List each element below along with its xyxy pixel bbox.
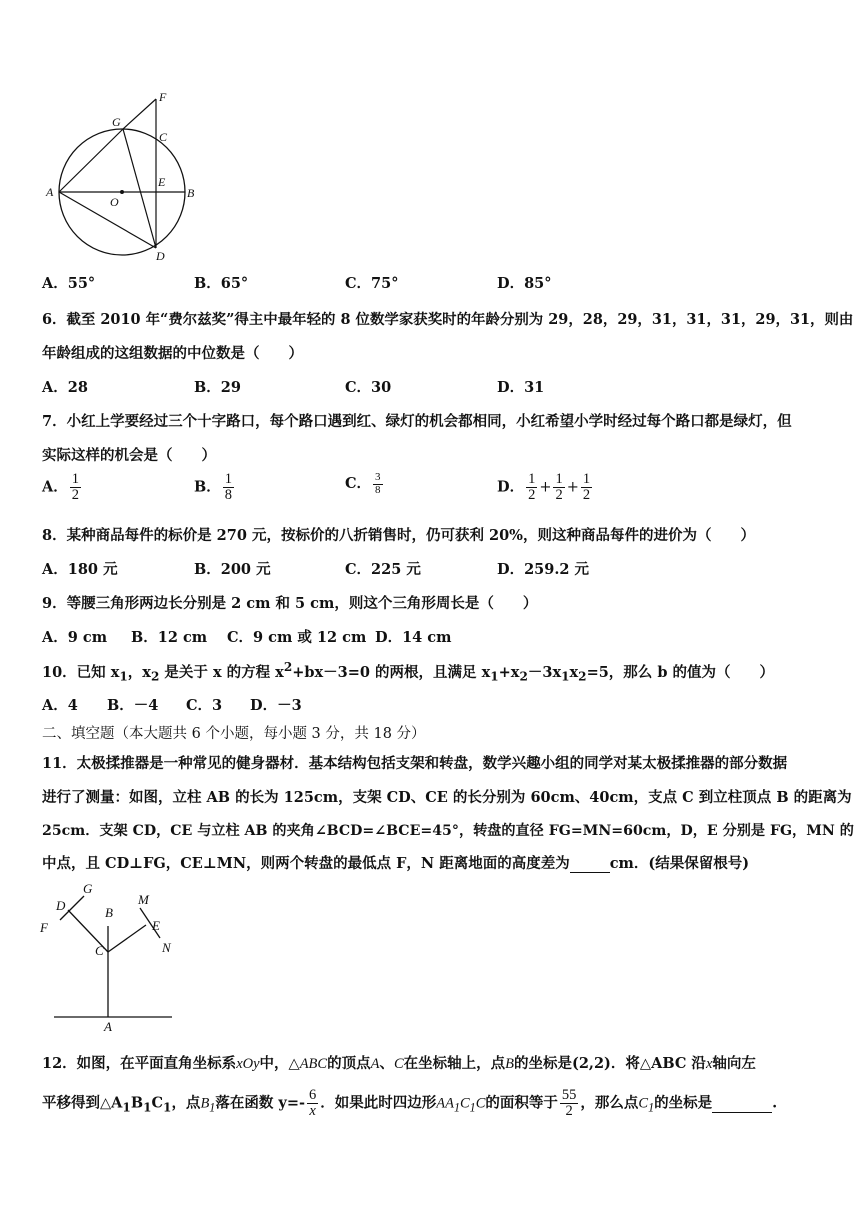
- q12-text: ．如果此时四边形: [320, 1094, 437, 1112]
- math-var: xOy: [236, 1056, 260, 1072]
- q7-option-b-letter: B．: [194, 478, 221, 496]
- q6-option-c: C．30: [345, 379, 392, 396]
- q6-option-a: A．28: [42, 379, 88, 396]
- q12-text: 中，: [259, 1055, 289, 1072]
- label-F: F: [40, 920, 48, 935]
- q10-text: +x: [498, 663, 520, 681]
- q7-frac-a: [70, 472, 81, 503]
- subscript: 1: [648, 1100, 655, 1115]
- q10-text: －3x: [527, 663, 562, 681]
- frac-denominator: x: [309, 1103, 316, 1120]
- label-G: G: [112, 115, 121, 129]
- q12-text: 落在函数 y=-: [215, 1094, 305, 1112]
- section-heading: 二、填空题（本大题共 6 个小题，每小题 3 分，共 18 分）: [42, 726, 426, 742]
- q7-option-c: [345, 472, 385, 496]
- frac-numerator: 1: [224, 471, 233, 487]
- q9-option-c: C．9 cm 或 12 cm: [227, 629, 367, 646]
- q7-frac-b: [223, 472, 234, 503]
- subscript: 1: [490, 669, 499, 684]
- answer-blank[interactable]: [570, 855, 610, 873]
- q9-option-d: D．14 cm: [375, 629, 452, 646]
- subscript: 1: [119, 669, 128, 684]
- q7-option-a-letter: A．: [42, 478, 68, 496]
- q7-line1: 7．小红上学要经过三个十字路口，每个路口遇到红、绿灯的机会都相同，小红希望小学时经过每个路口都是绿灯，但: [42, 413, 792, 430]
- q11-line4: [42, 852, 749, 873]
- q7-frac-d3: [581, 472, 592, 503]
- frac-denominator: 2: [71, 487, 80, 504]
- subscript: 1: [469, 1100, 476, 1115]
- q7-option-c-letter: C．: [345, 475, 372, 493]
- fraction-6-over-x: [307, 1088, 318, 1119]
- math-var: ABC: [299, 1056, 328, 1072]
- q12-text: 轴向左: [712, 1055, 756, 1072]
- subscript: 1: [453, 1100, 460, 1115]
- frac-denominator: 8: [224, 487, 233, 504]
- frac-numerator: 1: [582, 471, 591, 487]
- frac-numerator: 55: [561, 1087, 577, 1103]
- q5-option-b: B．65°: [194, 275, 249, 292]
- q11-line1: 11．太极揉推器是一种常见的健身器材．基本结构包括支架和转盘，数学兴趣小组的同学对某太极揉推器的部分数据: [42, 755, 788, 772]
- subscript: 2: [519, 669, 528, 684]
- q8-option-c: C．225 元: [345, 561, 421, 578]
- q12-text: 的坐标是: [654, 1094, 713, 1112]
- frac-numerator: 1: [71, 471, 80, 487]
- circle-figure: [40, 84, 210, 264]
- frac-numerator: 1: [528, 471, 536, 487]
- q7-option-a: [42, 472, 83, 503]
- q10-option-a: A．4: [42, 697, 78, 714]
- q7-option-b: [194, 472, 236, 503]
- q7-line2: 实际这样的机会是（ ）: [42, 447, 216, 464]
- q12-text: 的坐标是(2,2)．将△ABC 沿: [513, 1055, 706, 1072]
- q10-option-c: C．3: [186, 697, 223, 714]
- math-var: C: [638, 1095, 649, 1112]
- label-N: N: [162, 940, 171, 955]
- frac-denominator: 2: [565, 1103, 573, 1120]
- triangle-symbol: △: [288, 1056, 300, 1072]
- math-var: AA: [436, 1095, 454, 1112]
- q12-text: 的面积等于: [485, 1094, 558, 1112]
- label-E: E: [152, 918, 160, 933]
- frac-denominator: 8: [375, 483, 381, 496]
- math-var: x: [705, 1056, 713, 1072]
- plus-sign: +: [539, 479, 552, 496]
- q11-text: 中点，且 CD⊥FG，CE⊥MN，则两个转盘的最低点 F，N 距离地面的高度差为: [42, 855, 570, 872]
- fraction-55-over-2: [560, 1088, 579, 1119]
- q8-option-a: A．180 元: [42, 561, 118, 578]
- q10-option-d: D．－3: [250, 697, 302, 714]
- q6-option-d: D．31: [497, 379, 545, 396]
- stand-figure: [38, 880, 188, 1036]
- math-var: C: [460, 1095, 470, 1112]
- frac-numerator: 1: [555, 471, 563, 487]
- subscript: 2: [578, 669, 587, 684]
- plus-sign: +: [566, 479, 579, 496]
- q10-line1: [42, 660, 774, 684]
- q10-text: +bx－3=0 的两根，且满足 x: [292, 663, 491, 681]
- q7-frac-c: [373, 472, 383, 496]
- q7-option-d-letter: D．: [497, 478, 525, 496]
- q12-text: 的顶点: [327, 1055, 371, 1072]
- frac-denominator: 2: [582, 487, 591, 504]
- q8-option-d: D．259.2 元: [497, 561, 590, 578]
- q9-line1: 9．等腰三角形两边长分别是 2 cm 和 5 cm，则这个三角形周长是（ ）: [42, 595, 538, 612]
- q8-option-b: B．200 元: [194, 561, 271, 578]
- math-var: B: [200, 1095, 210, 1112]
- label-A: A: [46, 185, 54, 199]
- q9-option-b: B．12 cm: [131, 629, 208, 646]
- q10-text: 10．已知 x: [42, 663, 120, 681]
- q10-option-b: B．－4: [107, 697, 159, 714]
- q12-text: .: [772, 1094, 778, 1112]
- label-A: A: [104, 1019, 112, 1034]
- q9-option-a: A．9 cm: [42, 629, 108, 646]
- label-F: F: [159, 90, 167, 104]
- subscript: 1: [143, 1100, 152, 1115]
- q10-text: x: [569, 663, 579, 681]
- q11-text: cm．(结果保留根号): [609, 855, 750, 872]
- q12-text: 、: [379, 1055, 394, 1072]
- label-C: C: [159, 130, 168, 144]
- q10-text: =5，那么 b 的值为（ ）: [586, 663, 775, 681]
- label-E: E: [158, 175, 166, 189]
- subscript: 1: [122, 1100, 131, 1115]
- q5-option-d: D．85°: [497, 275, 552, 292]
- q12-text: B: [130, 1094, 144, 1112]
- q6-line1: 6．截至 2010 年“费尔兹奖”得主中最年轻的 8 位数学家获奖时的年龄分别为 29，28，29，31，31，31，29，31，则由: [42, 311, 854, 328]
- q11-line2: 进行了测量：如图，立柱 AB 的长为 125cm，支架 CD、CE 的长分别为 60cm、40cm，支点 C 到立柱顶点 B 的距离为: [42, 789, 852, 806]
- label-D: D: [156, 249, 165, 263]
- q7-frac-d1: [526, 472, 537, 503]
- label-C: C: [95, 943, 104, 958]
- q12-text: 平移得到△A: [42, 1094, 123, 1112]
- subscript: 1: [209, 1100, 216, 1115]
- q5-option-c: C．75°: [345, 275, 399, 292]
- label-B: B: [187, 186, 195, 200]
- q12-text: ，点: [171, 1094, 201, 1112]
- frac-numerator: 3: [375, 471, 381, 483]
- q5-option-a: A．55°: [42, 275, 96, 292]
- label-D: D: [56, 898, 66, 913]
- q12-text: C: [151, 1094, 164, 1112]
- q7-frac-d2: [553, 472, 564, 503]
- math-var: C: [475, 1095, 486, 1112]
- frac-denominator: 2: [555, 487, 563, 504]
- frac-denominator: 2: [528, 487, 536, 504]
- answer-blank[interactable]: [712, 1095, 772, 1113]
- q8-line1: 8．某种商品每件的标价是 270 元，按标价的八折销售时，仍可获利 20%，则这种商品每件的进价为（ ）: [42, 527, 755, 544]
- label-G: G: [83, 881, 93, 896]
- label-B: B: [105, 905, 113, 920]
- q12-text: 在坐标轴上，点: [403, 1055, 506, 1072]
- q10-text: ，x: [127, 663, 151, 681]
- q11-line3: 25cm．支架 CD，CE 与立柱 AB 的夹角∠BCD=∠BCE=45°，转盘的直径 FG=MN=60cm，D，E 分别是 FG，MN 的: [42, 823, 854, 839]
- math-var: B: [505, 1056, 514, 1072]
- math-var: A: [370, 1056, 380, 1072]
- subscript: 1: [163, 1100, 172, 1115]
- subscript: 1: [561, 669, 570, 684]
- q6-option-b: B．29: [194, 379, 241, 396]
- q12-line2: [42, 1088, 777, 1119]
- subscript: 2: [150, 669, 160, 684]
- q6-line2: 年龄组成的这组数据的中位数是（ ）: [42, 345, 303, 362]
- q12-line1: [42, 1052, 756, 1073]
- math-var: C: [393, 1056, 404, 1072]
- label-M: M: [138, 892, 149, 907]
- q7-option-d: [497, 472, 594, 503]
- q12-text: 12．如图，在平面直角坐标系: [42, 1055, 237, 1072]
- q12-text: ，那么点: [580, 1094, 639, 1112]
- superscript: 2: [283, 660, 293, 674]
- label-O: O: [110, 195, 119, 209]
- q10-text: 是关于 x 的方程 x: [159, 663, 284, 681]
- frac-numerator: 6: [308, 1087, 317, 1103]
